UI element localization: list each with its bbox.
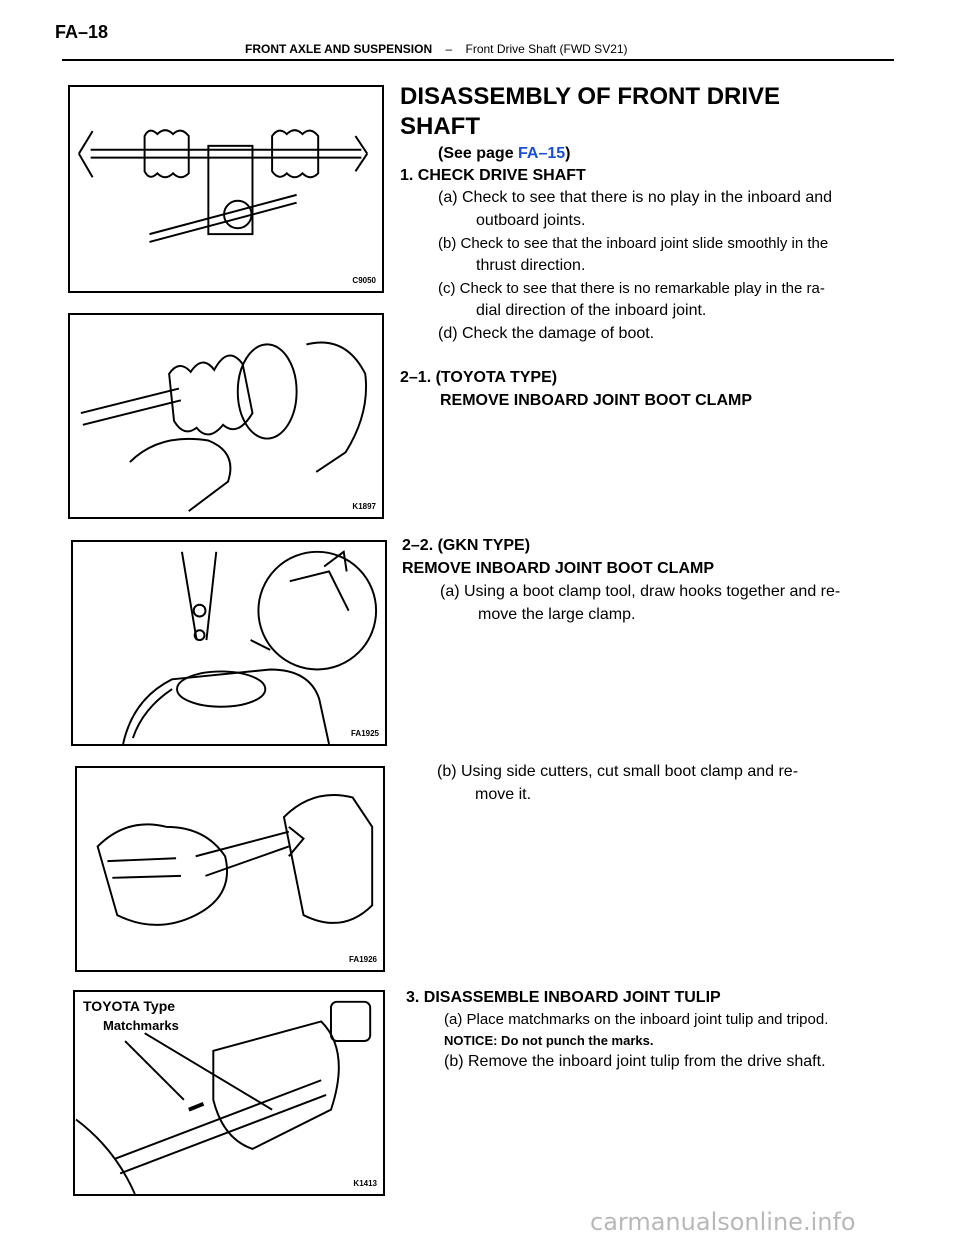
title-line-2: SHAFT: [400, 113, 480, 140]
step-2-1-heading: 2–1. (TOYOTA TYPE): [400, 369, 558, 386]
step-2-2b-line-2: move it.: [475, 786, 532, 803]
notice-text: NOTICE: Do not punch the marks.: [444, 1033, 654, 1048]
step-1c-line-2: dial direction of the inboard joint.: [476, 302, 707, 319]
clamp-tool-illustration: [73, 542, 385, 744]
title-line-1: DISASSEMBLY OF FRONT DRIVE: [400, 83, 781, 110]
step-1-heading: 1. CHECK DRIVE SHAFT: [400, 167, 586, 184]
step-1c-line-1: (c) Check to see that there is no remarkable play in the ra-: [438, 280, 825, 297]
figure-id: C9050: [352, 276, 376, 285]
step-3-heading: 3. DISASSEMBLE INBOARD JOINT TULIP: [406, 989, 721, 1006]
drive-shaft-illustration: [70, 87, 382, 291]
step-1d-line-1: (d) Check the damage of boot.: [438, 325, 655, 342]
step-3b-line-1: (b) Remove the inboard joint tulip from the drive shaft.: [444, 1053, 826, 1070]
see-page-link[interactable]: FA–15: [518, 145, 566, 162]
figure-id: FA1925: [350, 729, 379, 738]
step-2-1-subheading: REMOVE INBOARD JOINT BOOT CLAMP: [440, 392, 753, 409]
subsection-title: Front Drive Shaft (FWD SV21): [465, 42, 628, 56]
figure-id: FA1926: [348, 955, 377, 964]
step-2-2b-line-1: (b) Using side cutters, cut small boot clamp and re-: [437, 763, 799, 780]
side-cutter-illustration: [77, 768, 383, 970]
figure-drive-shaft-check: [68, 85, 384, 293]
figure-gkn-clamp: [71, 540, 387, 746]
step-1b-line-1: (b) Check to see that the inboard joint slide smoothly in the: [438, 235, 829, 252]
figure-label-matchmarks: Matchmarks: [103, 1018, 179, 1033]
step-2-2a-line-1: (a) Using a boot clamp tool, draw hooks together and re-: [440, 583, 841, 600]
see-page-reference: (See page FA–15): [438, 145, 571, 162]
step-1b-line-2: thrust direction.: [476, 257, 586, 274]
figure-id: K1413: [353, 1179, 377, 1188]
step-2-2a-line-2: move the large clamp.: [478, 606, 636, 623]
header-rule: [62, 59, 894, 61]
figure-matchmarks: [73, 990, 385, 1196]
figure-label-type: TOYOTA Type: [83, 998, 176, 1014]
section-title: FRONT AXLE AND SUSPENSION: [245, 42, 433, 56]
watermark: carmanualsonline.info: [590, 1208, 856, 1236]
step-1a-line-2: outboard joints.: [476, 212, 586, 229]
running-header: [245, 42, 628, 56]
step-2-2-subheading: REMOVE INBOARD JOINT BOOT CLAMP: [402, 560, 715, 577]
figure-toyota-clamp: [68, 313, 384, 519]
page-number: FA–18: [55, 22, 109, 42]
figure-id: K1897: [352, 502, 376, 511]
page-title: [400, 82, 780, 142]
step-1a-line-1: (a) Check to see that there is no play in the inboard and: [438, 189, 833, 206]
step-3a-line-1: (a) Place matchmarks on the inboard joint tulip and tripod.: [444, 1011, 829, 1028]
figure-side-cutters: [75, 766, 385, 972]
tulip-illustration: [75, 992, 383, 1194]
boot-clamp-illustration: [70, 315, 382, 517]
header-separator: –: [445, 42, 453, 56]
step-2-2-heading: 2–2. (GKN TYPE): [402, 537, 531, 554]
